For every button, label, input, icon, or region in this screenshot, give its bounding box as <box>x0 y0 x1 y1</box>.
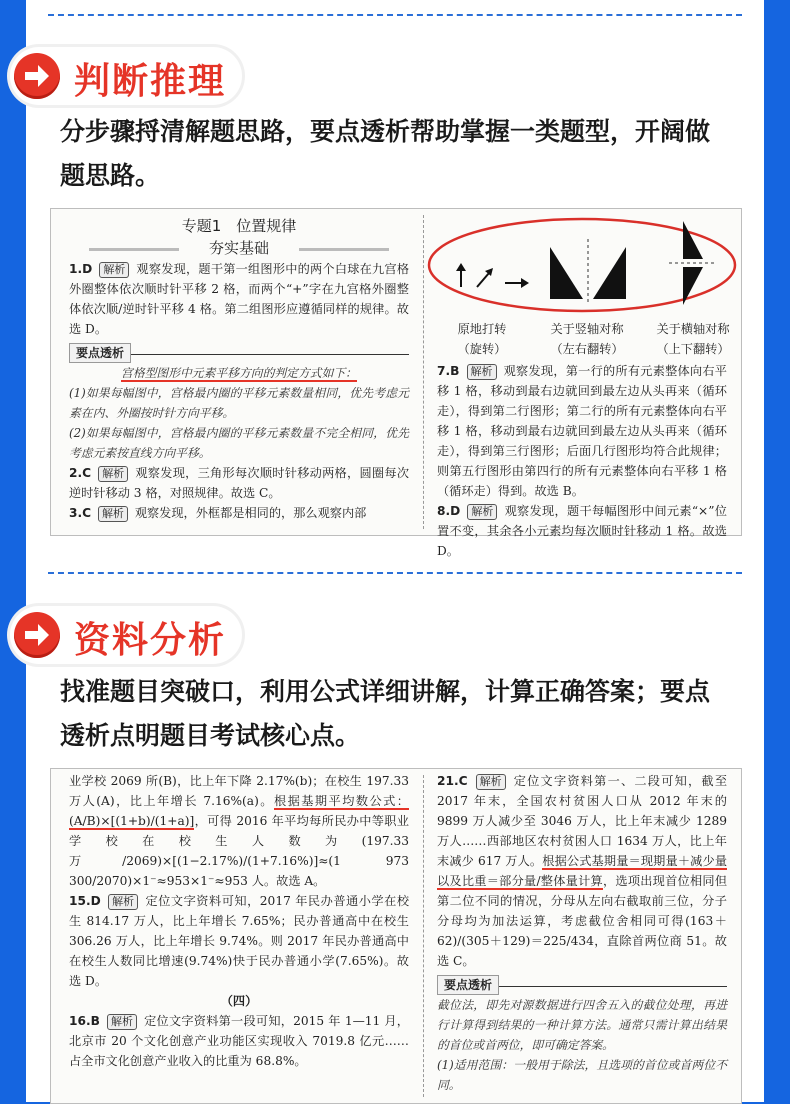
triangle-mirror-shape <box>593 247 626 299</box>
sample-right-column <box>437 771 727 1103</box>
answer-item: 3.C 解析 观察发现，外框都是相同的，那么观察内部 <box>69 506 367 520</box>
figure-captions <box>437 319 730 359</box>
key-point-box <box>437 975 727 1095</box>
key-point-item: (1)如果每幅图中，宫格最内圈的平移元素数量相同，优先考虑元素在内、外圈按时针方向平移。 <box>69 386 409 420</box>
subhead: 夯实基础 <box>69 237 409 259</box>
content-panel <box>26 0 764 1102</box>
key-point-text: 截位法，即先对源数据进行四舍五入的截位处理，再进行计算得到结果的一种计算方法。通常只需计算出结果的首位或首两位，即可确定答案。 <box>437 998 727 1052</box>
part-heading: （四） <box>220 994 258 1008</box>
analysis-tag: 解析 <box>98 466 128 482</box>
column-divider <box>423 775 424 1097</box>
triangle-top-shape <box>683 221 703 259</box>
answer-item: 21.C 解析 定位文字资料第一、二段可知，截至 2017 年末，全国农村贫困人口从 2012 年末的 9899 万人减少至 3046 万人，比上年末减少 1289 万人……西部地区农村贫困人口 1634 万人，比上年末减少 617 万人。根据公式基期量＝现期量＋减少量以及比重＝部分量/整体量计算，选项出现首位相同但第二位不同的情况，分母从左向右截取前三位，分子分母均为加法运算，考虑截位舍相同可得(163＋62)/(305＋129)＝225/434，直除首两位商 51。故选 C。 <box>437 774 728 968</box>
dashed-divider <box>48 14 742 16</box>
analysis-tag: 解析 <box>107 1014 137 1030</box>
answer-item: 16.B 解析 定位文字资料第一段可知，2015 年 1—11 月，北京市 20 个文化创意产业功能区实现收入 7019.8 亿元……占全市文化创意产业收入的比重为 68.8%。 <box>69 1014 409 1068</box>
section-title: 资料分析 <box>74 620 227 661</box>
section-title: 判断推理 <box>74 61 227 102</box>
answer-item: 2.C 解析 观察发现，三角形每次顺时针移动两格，圆圈每次逆时针移动 3 格，对照规律。故选 C。 <box>69 466 410 500</box>
section-description: 分步骤捋清解题思路，要点透析帮助掌握一类题型，开阔做题思路。 <box>60 117 711 190</box>
answer-item: 8.D 解析 观察发现，题干每幅图形中间元素“×”位置不变，其余各小元素均每次顺时针移动 1 格。故选 D。 <box>437 504 727 558</box>
sample-page-reasoning <box>50 208 742 558</box>
analysis-tag: 解析 <box>99 262 129 278</box>
sample-left-column <box>69 209 409 535</box>
sample-left-column <box>69 771 409 1103</box>
sample-page-data-analysis <box>50 768 742 1104</box>
figure-caption: 关于横轴对称 （上下翻转） <box>656 322 730 356</box>
figure-caption: 关于竖轴对称 （左右翻转） <box>550 322 624 356</box>
figure-diagram <box>425 211 725 321</box>
key-point-label: 要点透析 <box>69 343 131 363</box>
topic-title: 专题1 位置规律 <box>181 217 297 235</box>
answer-item: 15.D 解析 定位文字资料可知，2017 年民办普通小学在校生 814.17 万人，比上年增长 7.65%；民办普通高中在校生 306.26 万人，比上年增长 9.74%。则 2017 年民办普通高中在校生人数同比增速(9.74%)快于民办普通小学(7.65%)。故选 D。 <box>69 894 410 988</box>
analysis-tag: 解析 <box>98 506 128 522</box>
key-point-item: (2)如果每幅图中，宫格最内圈的平移元素数量不完全相同，优先考虑元素按直线方向平移。 <box>69 426 409 460</box>
section-description: 找准题目突破口，利用公式详细讲解，计算正确答案；要点透析点明题目考试核心点。 <box>60 677 711 750</box>
answer-item: 7.B 解析 观察发现，第一行的所有元素整体向右平移 1 格，移动到最右边就回到最左边从头再来（循环走），得到第二行图形；第二行的所有元素整体向右平移 1 格，移动到最右边就回到最左边从头再来（循环走），得到第三行图形；后面几行图形均符合此规律；则第五行图形由第四行的所有元素整体向右平移 1 格（循环走）得到。故选 B。 <box>437 364 727 498</box>
analysis-tag: 解析 <box>108 894 138 910</box>
triangle-left-shape <box>550 247 583 299</box>
dashed-divider <box>48 572 742 574</box>
analysis-tag: 解析 <box>467 364 497 380</box>
triangle-bottom-shape <box>683 267 703 305</box>
transform-figures <box>437 209 727 319</box>
column-divider <box>423 215 424 529</box>
arrow-diagonal-icon <box>477 273 489 287</box>
analysis-tag: 解析 <box>467 504 497 520</box>
key-point-item: (1)适用范围：一般用于除法，且选项的首位或首两位不同。 <box>437 1058 727 1092</box>
arrow-right-icon <box>14 53 60 99</box>
key-point-heading: 宫格型图形中元素平移方向的判定方式如下： <box>121 366 357 380</box>
arrow-right-icon <box>14 612 60 658</box>
key-point-label: 要点透析 <box>437 975 499 995</box>
sample-right-column <box>437 209 730 558</box>
analysis-tag: 解析 <box>476 774 506 790</box>
answer-continuation: 业学校 2069 所(B)，比上年下降 2.17%(b)；在校生 197.33 万人(A)，比上年增长 7.16%(a)。根据基期平均数公式：(A/B)×[(1+b)/(1+a)]，可得 2016 年平均每所民办中等职业学校在校生人数为(197.33 万/2069)×[(1−2.17%)/(1+7.16%)]≈(1 973 300/2070)×1⁻≈953×1⁻≈953 人。故选 A。 <box>69 774 409 888</box>
answer-item: 1.D 解析 观察发现，题干第一组图形中的两个白球在九宫格外圈整体依次顺时针平移 2 格，而两个“+”字在九宫格外圈整体依次顺/逆时针平移 4 格。第二组图形应遵循同样的规律。故选 D。 <box>69 262 410 336</box>
key-point-box <box>69 343 409 463</box>
figure-caption: 原地打转 （旋转） <box>457 322 507 356</box>
